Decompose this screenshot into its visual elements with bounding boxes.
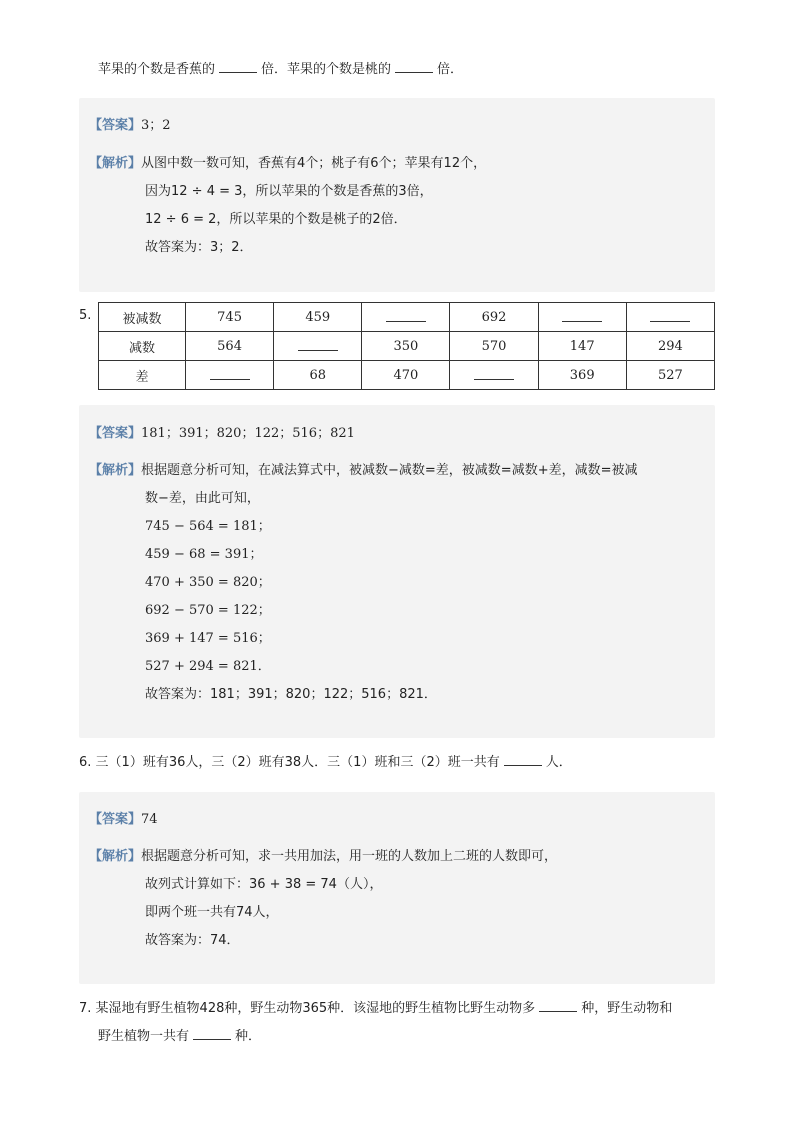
table-cell: 147: [538, 332, 626, 361]
q6-answer-label: 【答案】: [89, 812, 142, 827]
q6-answer-row: [89, 810, 158, 830]
q5-analysis-line-2: 745 − 564 = 181；: [145, 519, 271, 534]
table-cell-blank: [450, 361, 538, 390]
table-header-cell: 被减数: [99, 303, 186, 332]
table-cell: 470: [362, 361, 450, 390]
table-cell-blank: [538, 303, 626, 332]
q5-table: [98, 302, 715, 390]
q4-answer-panel: [79, 98, 715, 292]
table-cell: 692: [450, 303, 538, 332]
table-cell: 294: [626, 332, 714, 361]
q5-analysis-line-5: 692 − 570 = 122；: [145, 603, 271, 618]
table-cell: 527: [626, 361, 714, 390]
q4-blank-1: [219, 60, 257, 73]
q4-text-2: 倍．苹果的个数是桃的: [261, 62, 392, 77]
q4-question: [98, 60, 463, 80]
q6-answer-value: 74: [141, 812, 158, 827]
q7-text-4: 种．: [235, 1029, 262, 1044]
table-cell: 745: [186, 303, 274, 332]
q6-blank: [504, 753, 542, 766]
q7-text-1: 某湿地有野生植物428种，野生动物365种．该湿地的野生植物比野生动物多: [95, 1001, 536, 1016]
q5-analysis-row: [89, 461, 637, 481]
q4-analysis-line-2: 12 ÷ 6 = 2，所以苹果的个数是桃子的2倍．: [145, 212, 407, 227]
table-cell-blank: [274, 332, 362, 361]
q4-analysis-line-3: 故答案为：3；2．: [145, 240, 253, 255]
q5-analysis-line-1: 数−差，由此可知，: [145, 491, 260, 506]
q5-answer-value: 181；391；820；122；516；821: [141, 426, 355, 441]
answer-blank: [562, 309, 602, 322]
q4-answer-value: 3；2: [141, 118, 171, 133]
answer-blank: [386, 309, 426, 322]
q6-analysis-line-3: 故答案为：74．: [145, 933, 240, 948]
q5-analysis-line-6: 369 + 147 = 516；: [145, 631, 271, 646]
table-cell: 459: [274, 303, 362, 332]
q4-answer-label: 【答案】: [89, 118, 142, 133]
q5-analysis-label: 【解析】: [89, 463, 142, 478]
table-header-cell: 差: [99, 361, 186, 390]
q4-analysis-row: [89, 154, 486, 174]
q4-text-1: 苹果的个数是香蕉的: [98, 62, 216, 77]
table-cell: 68: [274, 361, 362, 390]
q4-analysis-label: 【解析】: [89, 156, 142, 171]
q5-analysis-line-7: 527 + 294 = 821．: [145, 659, 271, 674]
table-row: [99, 332, 715, 361]
q6-analysis-line-1: 故列式计算如下：36 + 38 = 74（人），: [145, 877, 383, 892]
q5-number: 5.: [79, 308, 92, 323]
q6-analysis-line-2: 即两个班一共有74人，: [145, 905, 279, 920]
q7-blank-2: [193, 1027, 231, 1040]
table-row: [99, 303, 715, 332]
table-cell: 570: [450, 332, 538, 361]
q5-answer-panel: [79, 405, 715, 738]
q5-answer-label: 【答案】: [89, 426, 142, 441]
answer-blank: [650, 309, 690, 322]
q6-number: 6.: [79, 755, 92, 770]
answer-blank: [298, 338, 338, 351]
q7-question-line-2: [98, 1027, 261, 1047]
q7-text-2: 种，野生动物和: [581, 1001, 673, 1016]
q7-number: 7.: [79, 1001, 92, 1016]
table-row: [99, 361, 715, 390]
q4-analysis-line-1: 因为12 ÷ 4 = 3，所以苹果的个数是香蕉的3倍，: [145, 184, 433, 199]
q4-text-3: 倍．: [437, 62, 464, 77]
answer-blank: [474, 367, 514, 380]
q4-analysis-line-0: 从图中数一数可知，香蕉有4个；桃子有6个；苹果有12个，: [141, 156, 487, 171]
q6-analysis-label: 【解析】: [89, 849, 142, 864]
answer-blank: [210, 367, 250, 380]
q6-answer-panel: [79, 792, 715, 984]
q7-question-line-1: [79, 999, 672, 1019]
table-cell: 369: [538, 361, 626, 390]
table-cell-blank: [626, 303, 714, 332]
q5-answer-row: [89, 424, 355, 444]
q7-blank-1: [539, 999, 577, 1012]
table-cell: 564: [186, 332, 274, 361]
table-cell: 350: [362, 332, 450, 361]
q5-analysis-line-4: 470 + 350 = 820；: [145, 575, 271, 590]
table-cell-blank: [362, 303, 450, 332]
q4-blank-2: [395, 60, 433, 73]
q4-answer-row: [89, 116, 171, 136]
table-header-cell: 减数: [99, 332, 186, 361]
q5-analysis-line-0: 根据题意分析可知，在减法算式中，被减数−减数=差，被减数=减数+差，减数=被减: [141, 463, 638, 478]
table-cell-blank: [186, 361, 274, 390]
q6-question: [79, 753, 572, 773]
q5-analysis-line-8: 故答案为：181；391；820；122；516；821．: [145, 687, 437, 702]
q6-analysis-line-0: 根据题意分析可知，求一共用加法，用一班的人数加上二班的人数即可，: [141, 849, 558, 864]
q7-text-3: 野生植物一共有: [98, 1029, 190, 1044]
q6-text-1: 三（1）班有36人，三（2）班有38人．三（1）班和三（2）班一共有: [95, 755, 500, 770]
q5-analysis-line-3: 459 − 68 = 391；: [145, 547, 263, 562]
q6-text-2: 人．: [545, 755, 572, 770]
q6-analysis-row: [89, 847, 557, 867]
